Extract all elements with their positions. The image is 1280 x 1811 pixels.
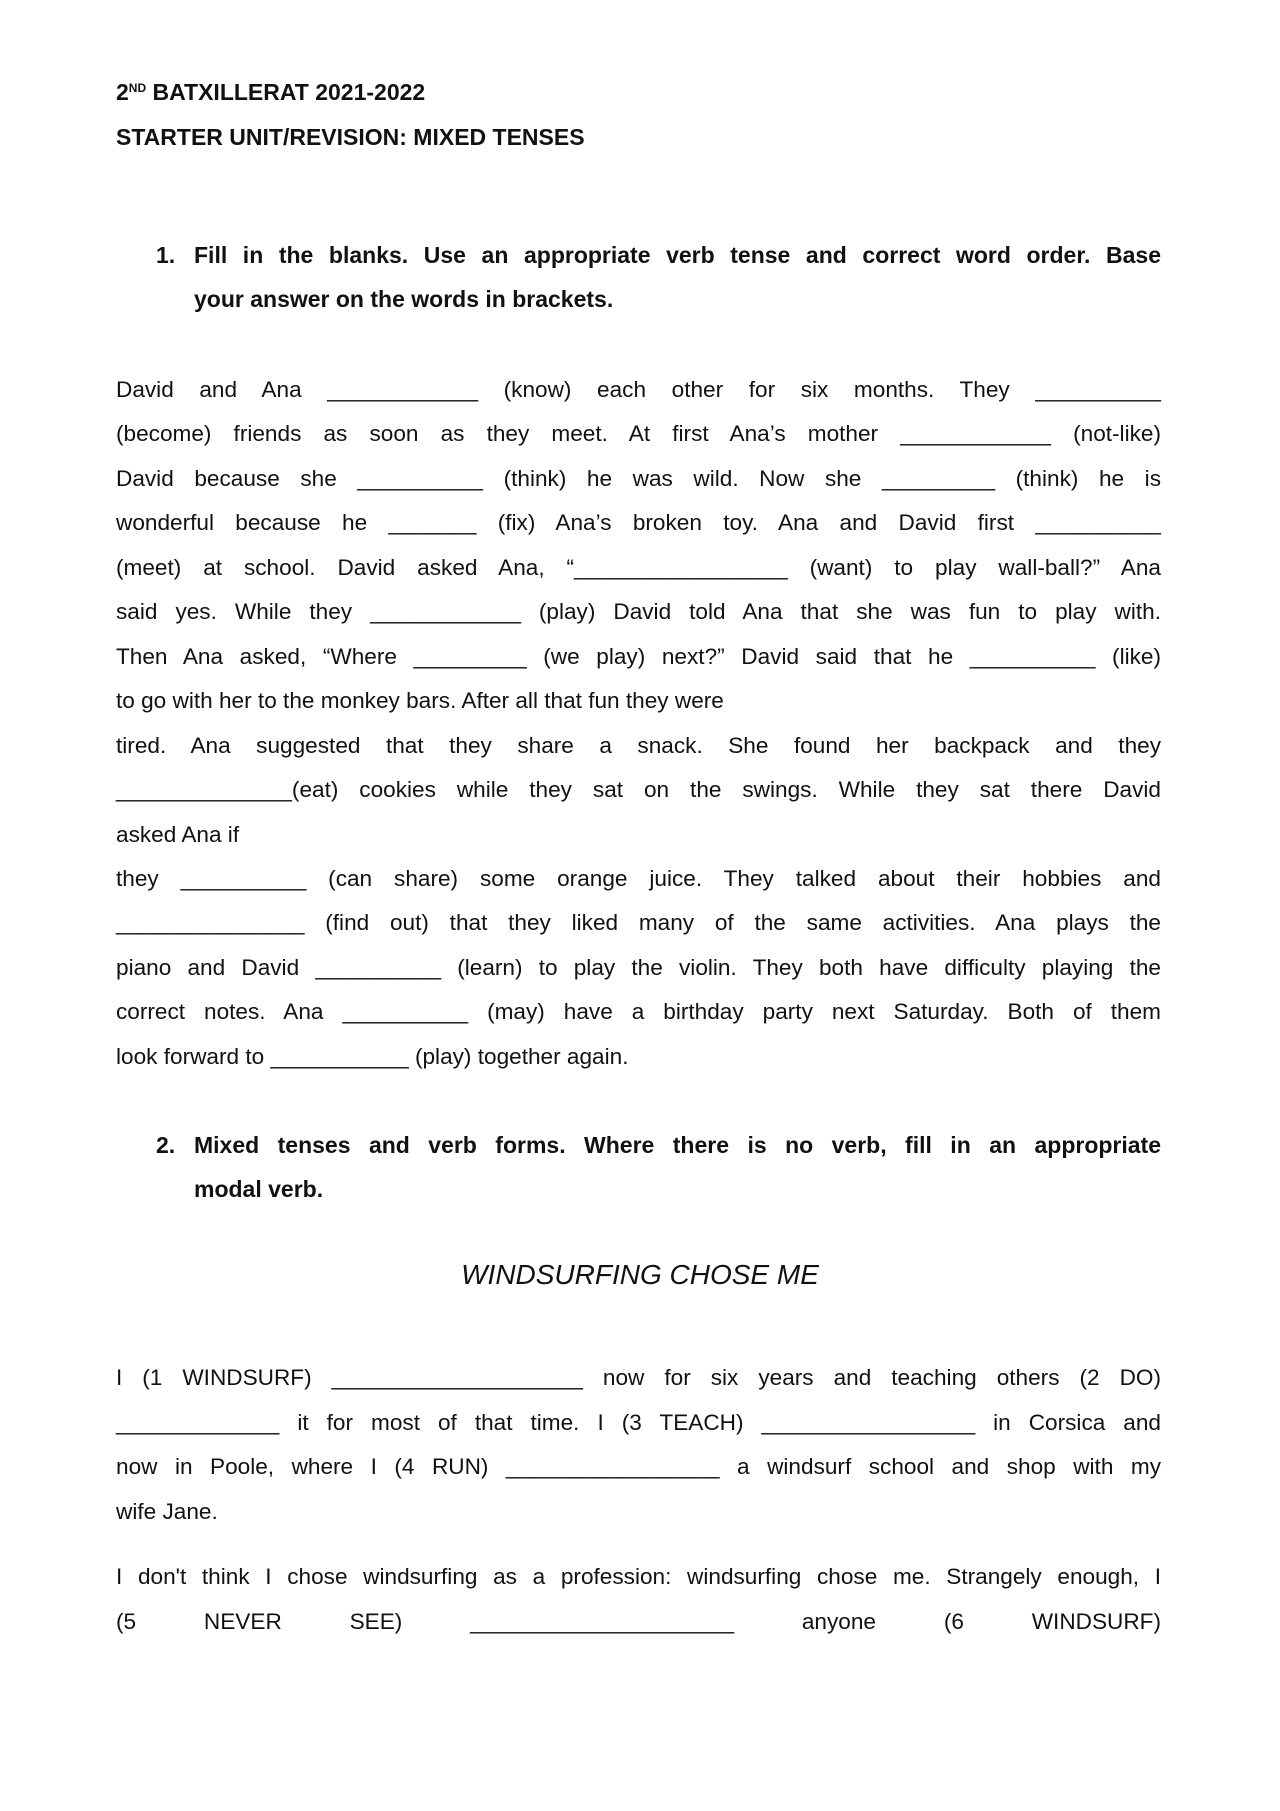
text-line: Then Ana asked, “Where _________ (we play) next?” David said that he __________ (like) <box>116 643 1161 669</box>
grade-text: BATXILLERAT 2021-2022 <box>146 79 426 105</box>
grade-number: 2 <box>116 79 129 105</box>
instruction-line: modal verb. <box>194 1176 324 1202</box>
text-line: _______________ (find out) that they liked many of the same activities. Ana plays the <box>116 910 1161 936</box>
grade-superscript: ND <box>128 81 147 95</box>
story-title: WINDSURFING CHOSE ME <box>461 1259 819 1290</box>
text-line: David because she __________ (think) he was wild. Now she _________ (think) he is <box>116 465 1161 491</box>
text-line: piano and David __________ (learn) to play the violin. They both have difficulty playing the <box>116 954 1161 980</box>
text-line: correct notes. Ana __________ (may) have a birthday party next Saturday. Both of them <box>116 999 1161 1025</box>
text-line: asked Ana if <box>116 821 240 847</box>
exercise1-number: 1. <box>156 242 176 268</box>
text-line: wife Jane. <box>116 1498 218 1524</box>
text-line: I don't think I chose windsurfing as a profession: windsurfing chose me. Strangely enough, I <box>116 1564 1161 1589</box>
text-line: look forward to ___________ (play) together again. <box>116 1043 629 1069</box>
text-line: to go with her to the monkey bars. After all that fun they were <box>116 688 724 714</box>
text-line: tired. Ana suggested that they share a snack. She found her backpack and they <box>116 732 1161 758</box>
text-line: David and Ana ____________ (know) each other for six months. They __________ <box>116 377 1161 402</box>
instruction-line: Fill in the blanks. Use an appropriate verb tense and correct word order. Base <box>194 242 1161 268</box>
text-line: (5 NEVER SEE) _____________________ anyone (6 WINDSURF) <box>116 1608 1161 1634</box>
text-line: said yes. While they ____________ (play) David told Ana that she was fun to play with. <box>116 599 1161 625</box>
text-line: they __________ (can share) some orange juice. They talked about their hobbies and <box>116 865 1161 891</box>
text-line: I (1 WINDSURF) ____________________ now for six years and teaching others (2 DO) <box>116 1365 1161 1390</box>
instruction-line: Mixed tenses and verb forms. Where there is no verb, fill in an appropriate <box>194 1132 1161 1158</box>
text-line: wonderful because he _______ (fix) Ana’s broken toy. Ana and David first __________ <box>116 510 1161 536</box>
text-line: now in Poole, where I (4 RUN) _________________ a windsurf school and shop with my <box>116 1454 1161 1479</box>
text-line: (become) friends as soon as they meet. At first Ana’s mother ____________ (not-like) <box>116 421 1161 447</box>
text-line: ______________(eat) cookies while they sat on the swings. While they sat there David <box>116 777 1161 803</box>
exercise2-number: 2. <box>156 1132 176 1158</box>
unit-heading: STARTER UNIT/REVISION: MIXED TENSES <box>116 124 585 150</box>
text-line: _____________ it for most of that time. I (3 TEACH) _________________ in Corsica and <box>116 1409 1161 1435</box>
text-line: (meet) at school. David asked Ana, “_________________ (want) to play wall-ball?” Ana <box>116 554 1161 580</box>
instruction-line: your answer on the words in brackets. <box>194 286 614 312</box>
grade-heading <box>116 78 425 106</box>
